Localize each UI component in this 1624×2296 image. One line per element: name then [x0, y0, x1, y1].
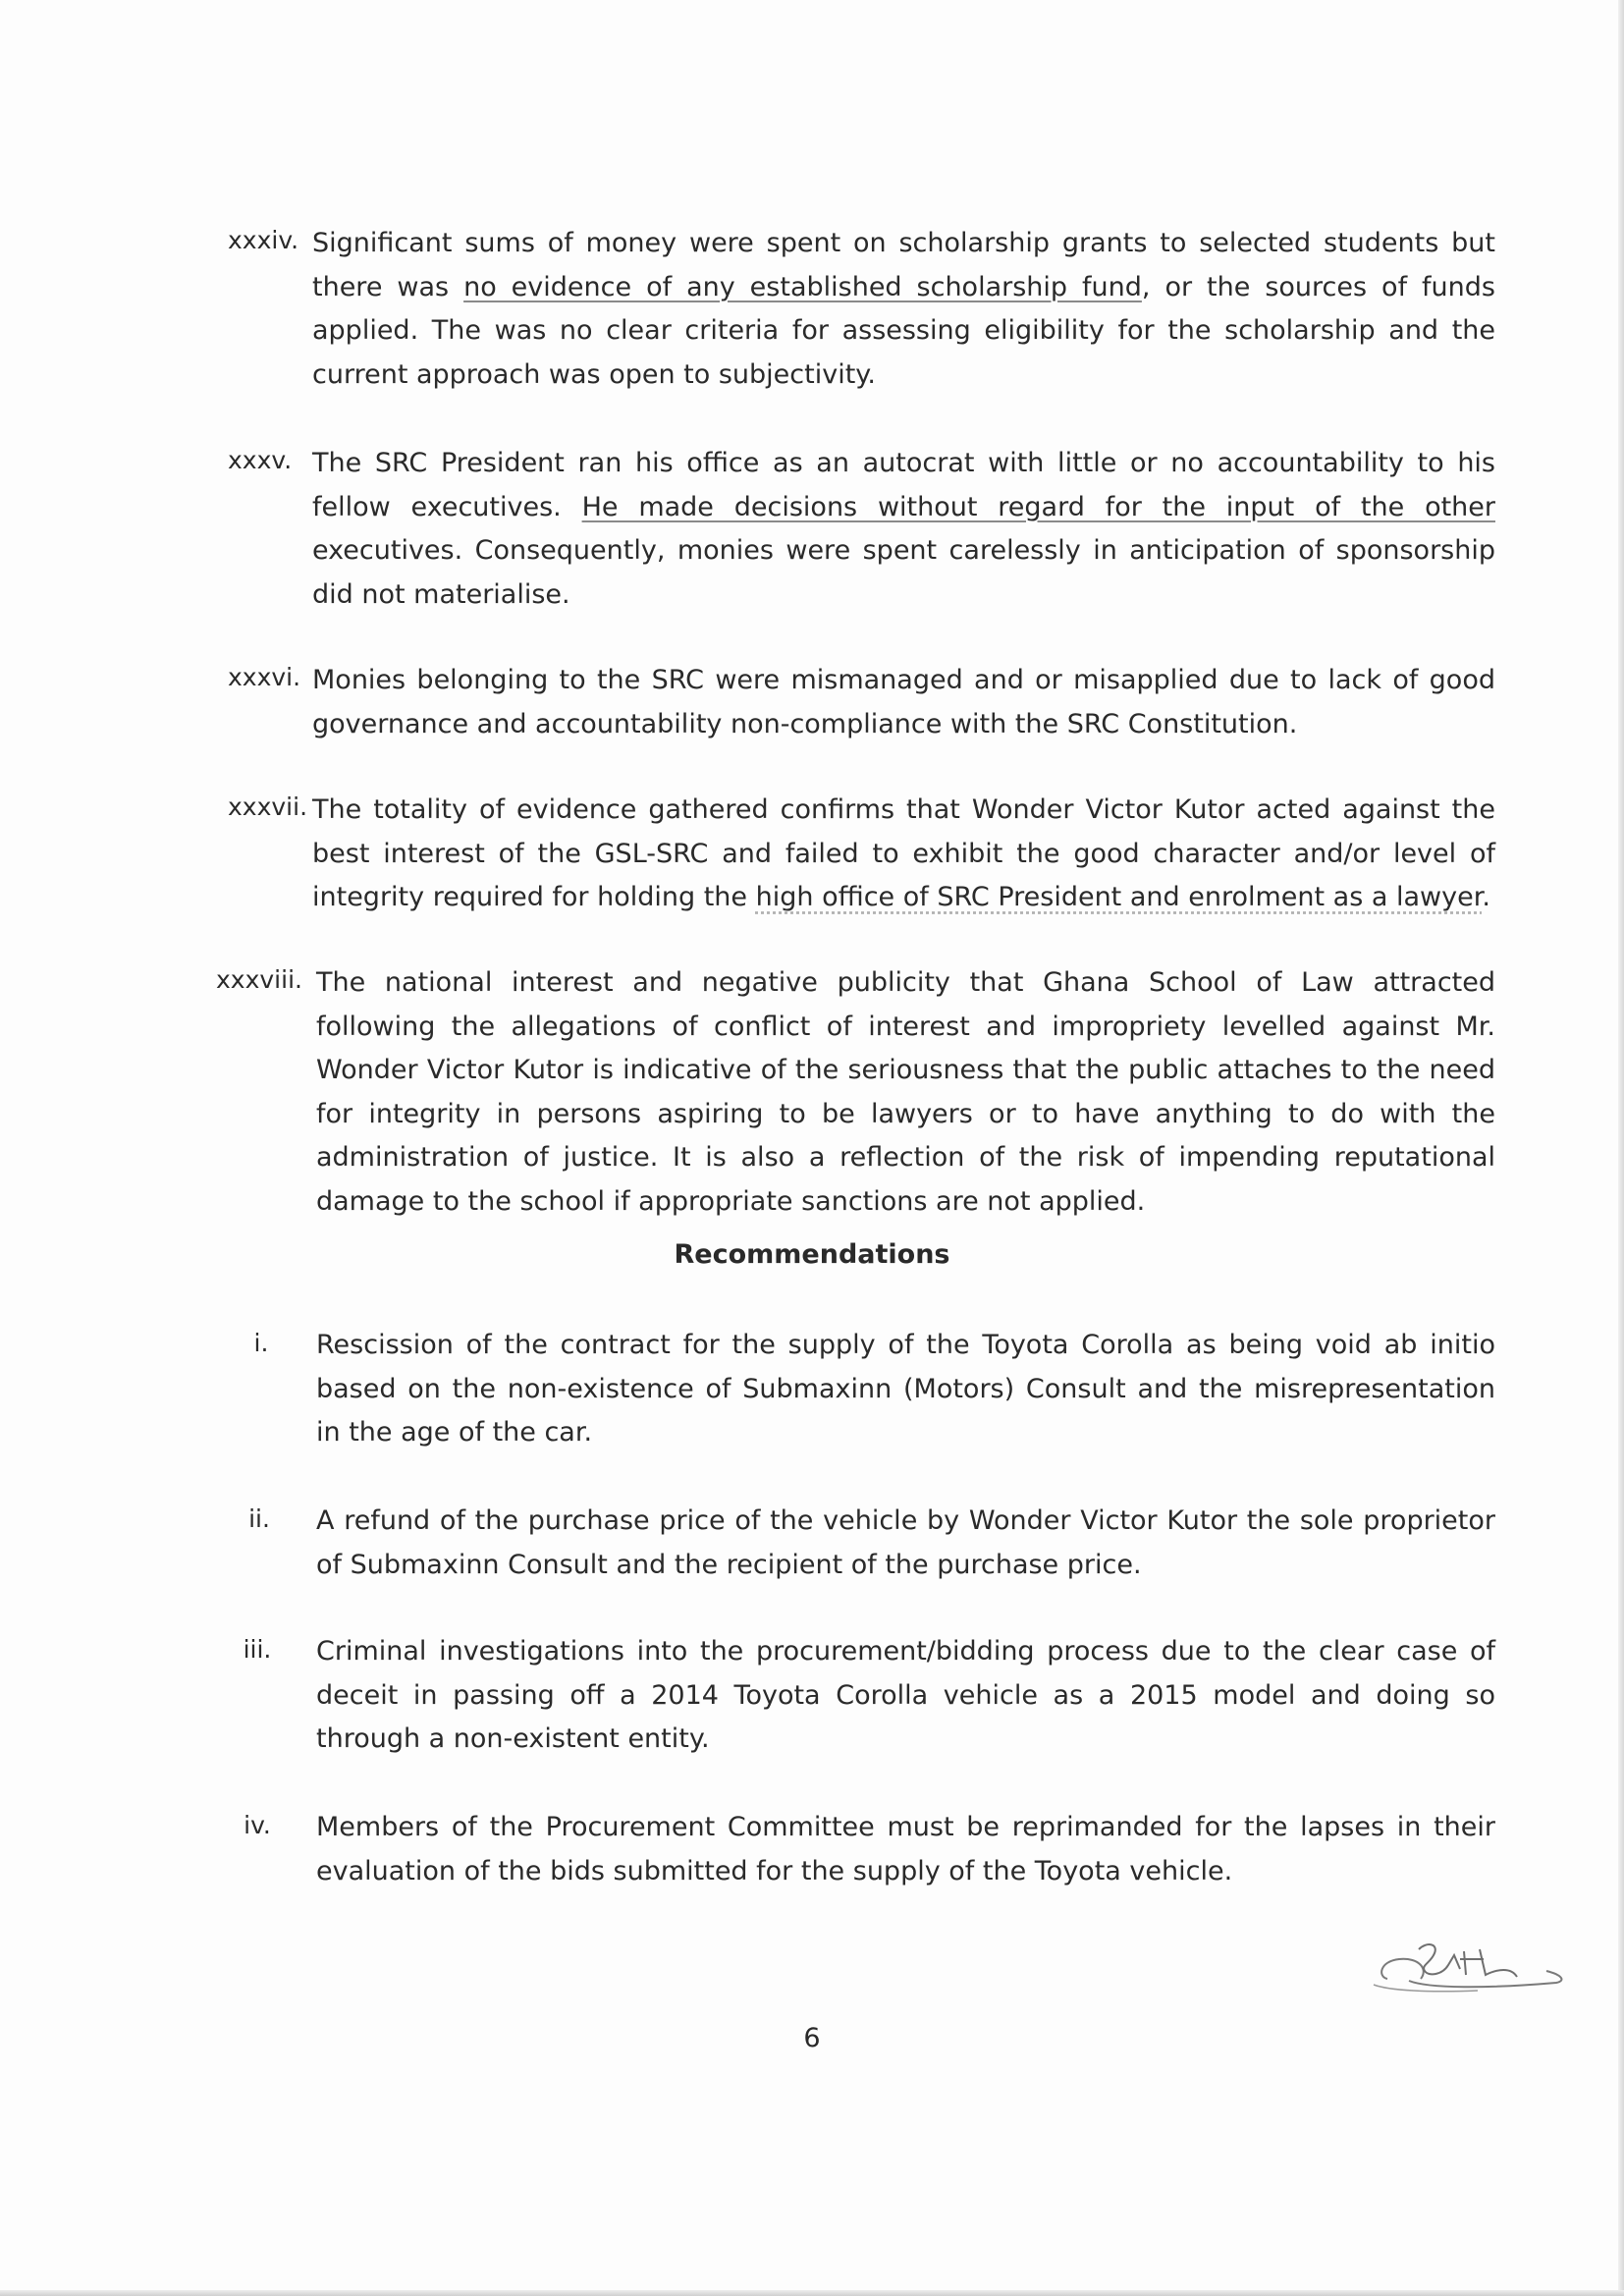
recommendation-numeral: iii. [243, 1635, 272, 1664]
finding-paragraph [312, 442, 1495, 617]
finding-numeral: xxxvi. [228, 663, 301, 691]
underlined-phrase: He made decisions without regard for the input of the other [581, 491, 1495, 522]
page-edge-shadow [1618, 0, 1624, 2296]
finding-text: . [1482, 882, 1490, 912]
finding-paragraph [312, 222, 1495, 397]
finding-text: , or the sources of funds applied. The was no clear criteria for assessing eligibility for the scholarship and the current approach was open to subjectivity. [312, 271, 1495, 390]
finding-numeral: xxxiv. [228, 226, 299, 254]
recommendations-heading: Recommendations [674, 1239, 950, 1270]
finding-numeral: xxxvii. [228, 793, 308, 821]
finding-text: The totality of evidence gathered confirms that Wonder Victor Kutor acted against the best interest of the GSL-SRC and failed to exhibit the good character and/or level of integrity required for holding the [312, 794, 1495, 912]
finding-paragraph: Monies belonging to the SRC were mismanaged and or misapplied due to lack of good governance and accountability non-compliance with the SRC Constitution. [312, 665, 1495, 739]
underlined-phrase: high office of SRC President and enrolment as a lawyer [755, 882, 1483, 912]
signature-mark [1370, 1920, 1576, 2008]
recommendation-numeral: i. [253, 1329, 269, 1357]
recommendation-paragraph: Members of the Procurement Committee must be reprimanded for the lapses in their evaluation of the bids submitted for the supply of the Toyota vehicle. [316, 1812, 1495, 1886]
page-number: 6 [803, 2023, 821, 2053]
finding-numeral: xxxviii. [216, 965, 302, 994]
finding-text: executives. Consequently, monies were spent carelessly in anticipation of sponsorship did not materialise. [312, 535, 1495, 610]
finding-text: The SRC President ran his office as an autocrat with little or no accountability to his fellow executives. [312, 448, 1495, 522]
recommendation-paragraph: Rescission of the contract for the supply of the Toyota Corolla as being void ab initio based on the non-existence of Submaxinn (Motors) Consult and the misrepresentation in the age of the car. [316, 1330, 1495, 1448]
recommendation-paragraph: A refund of the purchase price of the vehicle by Wonder Victor Kutor the sole proprietor of Submaxinn Consult and the recipient of the purchase price. [316, 1505, 1495, 1580]
finding-numeral: xxxv. [228, 446, 293, 474]
recommendation-paragraph: Criminal investigations into the procurement/bidding process due to the clear case of deceit in passing off a 2014 Toyota Corolla vehicle as a 2015 model and doing so through a non-existent entity. [316, 1636, 1495, 1754]
finding-text: Significant sums of money were spent on scholarship grants to selected students but there was [312, 228, 1495, 302]
recommendation-numeral: ii. [248, 1504, 270, 1533]
recommendation-numeral: iv. [244, 1811, 271, 1839]
finding-paragraph: The national interest and negative publicity that Ghana School of Law attracted following the allegations of conflict of interest and impropriety levelled against Mr. Wonder Victor Kutor is indicative of the seriousness that the public attaches to the need for integrity in persons aspiring to be lawyers or to have anything to do with the administration of justice. It is also a reflection of the risk of impending reputational damage to the school if appropriate sanctions are not applied. [316, 967, 1495, 1217]
underlined-phrase: no evidence of any established scholarship fund [463, 271, 1142, 302]
page-edge-shadow [0, 2290, 1624, 2296]
finding-paragraph [312, 789, 1495, 920]
